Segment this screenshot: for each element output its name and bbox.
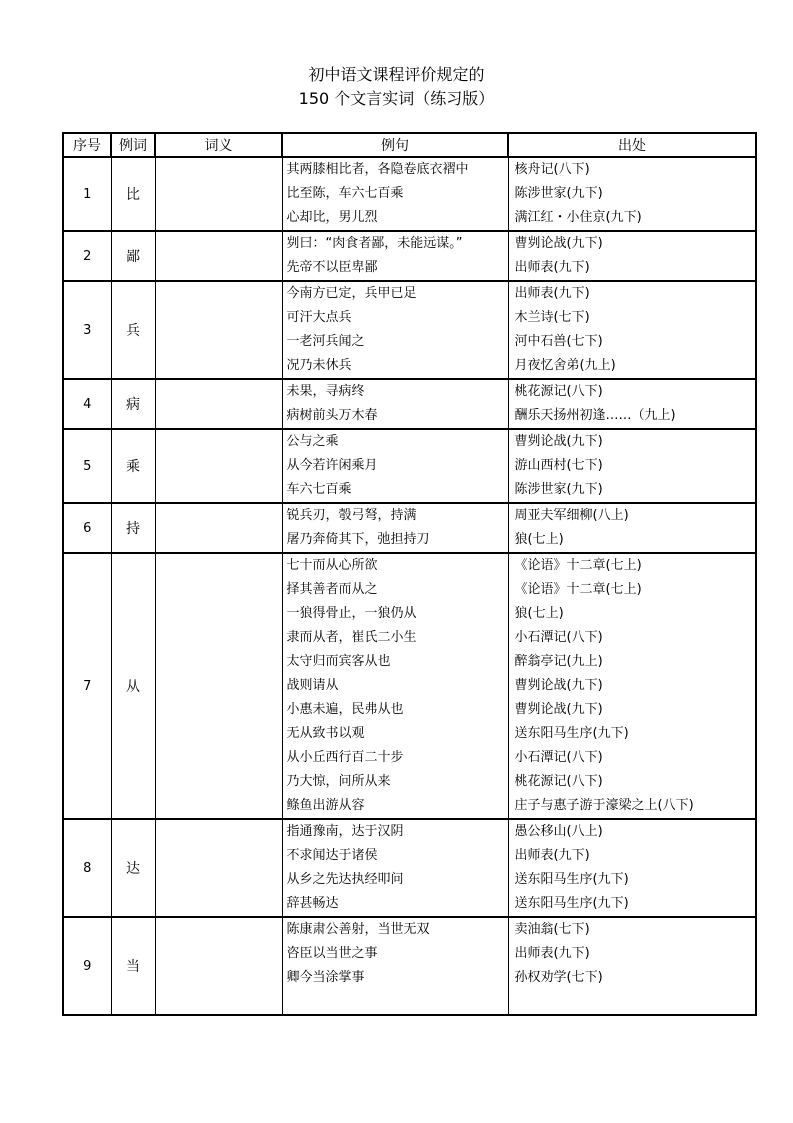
entry-meaning — [155, 917, 282, 1015]
source-text: 桃花源记(八下) — [514, 774, 603, 789]
example-sentence: 卿今当涂掌事 — [286, 970, 365, 985]
entry-number: 9 — [63, 917, 111, 1015]
source-text: 陈涉世家(九下) — [514, 186, 603, 201]
source-text: 出师表(九下) — [514, 848, 590, 863]
table-row — [63, 503, 756, 553]
source-text: 河中石兽(七下) — [514, 334, 603, 349]
source-text: 狼(七上) — [514, 532, 564, 547]
source-text: 卖油翁(七下) — [514, 922, 590, 937]
source-text: 小石潭记(八下) — [514, 630, 603, 645]
source-text: 《论语》十二章(七上) — [514, 558, 642, 573]
entry-meaning — [155, 379, 282, 429]
source-text: 送东阳马生序(九下) — [514, 726, 629, 741]
example-sentence: 未果，寻病终 — [286, 384, 365, 399]
header-row — [63, 133, 756, 157]
example-sentence: 不求闻达于诸侯 — [286, 848, 378, 863]
example-sentence: 鲦鱼出游从容 — [286, 798, 365, 813]
entry-number: 7 — [63, 553, 111, 819]
example-sentence: 一老河兵闻之 — [286, 334, 365, 349]
entry-sources — [508, 553, 756, 819]
source-text: 出师表(九下) — [514, 260, 590, 275]
entry-number: 2 — [63, 231, 111, 281]
source-text: 送东阳马生序(九下) — [514, 872, 629, 887]
example-sentence: 今南方已定，兵甲已足 — [286, 286, 417, 301]
entry-examples — [282, 281, 508, 379]
entry-word: 持 — [111, 503, 155, 553]
entry-examples — [282, 503, 508, 553]
table-row — [63, 553, 756, 819]
source-text: 曹刿论战(九下) — [514, 236, 603, 251]
table-row — [63, 819, 756, 917]
source-text: 游山西村(七下) — [514, 458, 603, 473]
entry-examples — [282, 157, 508, 231]
entry-meaning — [155, 157, 282, 231]
example-sentence — [283, 990, 508, 1014]
entry-meaning — [155, 429, 282, 503]
source-text: 孙权劝学(七下) — [514, 970, 603, 985]
example-sentence: 战则请从 — [286, 678, 339, 693]
entry-word: 乘 — [111, 429, 155, 503]
source-text: 醉翁亭记(九上) — [514, 654, 603, 669]
entry-sources — [508, 281, 756, 379]
entry-word: 病 — [111, 379, 155, 429]
example-sentence: 咨臣以当世之事 — [286, 946, 378, 961]
source-text: 送东阳马生序(九下) — [514, 896, 629, 911]
entry-examples — [282, 917, 508, 1015]
entry-number: 8 — [63, 819, 111, 917]
entry-examples — [282, 553, 508, 819]
table-row — [63, 917, 756, 1015]
entry-sources — [508, 429, 756, 503]
page-subtitle: 150 个文言实词（练习版） — [298, 89, 495, 108]
entry-number: 3 — [63, 281, 111, 379]
entry-word: 从 — [111, 553, 155, 819]
example-sentence: 七十而从心所欲 — [286, 558, 378, 573]
source-text — [509, 990, 756, 1014]
table-row — [63, 379, 756, 429]
example-sentence: 病树前头万木春 — [286, 408, 378, 423]
entry-examples — [282, 819, 508, 917]
example-sentence: 车六七百乘 — [286, 482, 352, 497]
source-text: 愚公移山(八上) — [514, 824, 603, 839]
source-text: 核舟记(八下) — [514, 162, 590, 177]
source-text: 陈涉世家(九下) — [514, 482, 603, 497]
source-text: 酬乐天扬州初逢……（九上) — [514, 408, 676, 423]
source-text: 月夜忆舍弟(九上) — [514, 358, 616, 373]
example-sentence: 公与之乘 — [286, 434, 339, 449]
example-sentence: 其两膝相比者，各隐卷底衣褶中 — [286, 162, 469, 177]
example-sentence: 从乡之先达执经叩问 — [286, 872, 404, 887]
source-text: 曹刿论战(九下) — [514, 702, 603, 717]
entry-meaning — [155, 553, 282, 819]
entry-word: 当 — [111, 917, 155, 1015]
source-text: 出师表(九下) — [514, 286, 590, 301]
example-sentence: 锐兵刃，彀弓弩，持满 — [286, 508, 417, 523]
source-text: 小石潭记(八下) — [514, 750, 603, 765]
entry-meaning — [155, 819, 282, 917]
entry-meaning — [155, 231, 282, 281]
table-row — [63, 429, 756, 503]
entry-sources — [508, 231, 756, 281]
entry-examples — [282, 379, 508, 429]
source-text: 曹刿论战(九下) — [514, 434, 603, 449]
source-text: 狼(七上) — [514, 606, 564, 621]
header-meaning: 词义 — [155, 133, 282, 157]
example-sentence: 可汗大点兵 — [286, 310, 352, 325]
entry-word: 兵 — [111, 281, 155, 379]
vocab-table — [62, 132, 757, 1016]
table-row — [63, 231, 756, 281]
entry-examples — [282, 429, 508, 503]
example-sentence: 小惠未遍，民弗从也 — [286, 702, 404, 717]
entry-number: 4 — [63, 379, 111, 429]
entry-word: 达 — [111, 819, 155, 917]
source-text: 木兰诗(七下) — [514, 310, 590, 325]
table-row — [63, 157, 756, 231]
header-word: 例词 — [111, 133, 155, 157]
example-sentence: 太守归而宾客从也 — [286, 654, 391, 669]
entry-sources — [508, 819, 756, 917]
table-row — [63, 281, 756, 379]
header-num: 序号 — [63, 133, 111, 157]
example-sentence: 先帝不以臣卑鄙 — [286, 260, 378, 275]
source-text: 桃花源记(八下) — [514, 384, 603, 399]
example-sentence: 无从致书以观 — [286, 726, 365, 741]
example-sentence: 择其善者而从之 — [286, 582, 378, 597]
entry-sources — [508, 917, 756, 1015]
header-source: 出处 — [508, 133, 756, 157]
entry-sources — [508, 503, 756, 553]
example-sentence: 从今若许闲乘月 — [286, 458, 378, 473]
source-text: 周亚夫军细柳(八上) — [514, 508, 629, 523]
example-sentence: 辞甚畅达 — [286, 896, 339, 911]
source-text: 出师表(九下) — [514, 946, 590, 961]
example-sentence: 况乃未休兵 — [286, 358, 352, 373]
example-sentence: 指通豫南，达于汉阴 — [286, 824, 404, 839]
entry-examples — [282, 231, 508, 281]
example-sentence: 乃大惊，问所从来 — [286, 774, 391, 789]
source-text: 曹刿论战(九下) — [514, 678, 603, 693]
entry-meaning — [155, 503, 282, 553]
example-sentence: 陈康肃公善射，当世无双 — [286, 922, 430, 937]
entry-number: 1 — [63, 157, 111, 231]
entry-sources — [508, 379, 756, 429]
example-sentence: 比至陈，车六七百乘 — [286, 186, 404, 201]
entry-word: 比 — [111, 157, 155, 231]
example-sentence: 屠乃奔倚其下，弛担持刀 — [286, 532, 430, 547]
entry-number: 6 — [63, 503, 111, 553]
example-sentence: 从小丘西行百二十步 — [286, 750, 404, 765]
entry-word: 鄙 — [111, 231, 155, 281]
entry-number: 5 — [63, 429, 111, 503]
example-sentence: 心却比，男儿烈 — [286, 210, 378, 225]
entry-sources — [508, 157, 756, 231]
source-text: 庄子与惠子游于濠梁之上(八下) — [514, 798, 694, 813]
example-sentence: 一狼得骨止，一狼仍从 — [286, 606, 417, 621]
header-example: 例句 — [282, 133, 508, 157]
example-sentence: 隶而从者，崔氏二小生 — [286, 630, 417, 645]
source-text: 《论语》十二章(七上) — [514, 582, 642, 597]
source-text: 满江红・小住京(九下) — [514, 210, 642, 225]
example-sentence: 刿曰：“肉食者鄙，未能远谋。” — [286, 236, 463, 251]
page-title: 初中语文课程评价规定的 — [308, 65, 485, 84]
entry-meaning — [155, 281, 282, 379]
